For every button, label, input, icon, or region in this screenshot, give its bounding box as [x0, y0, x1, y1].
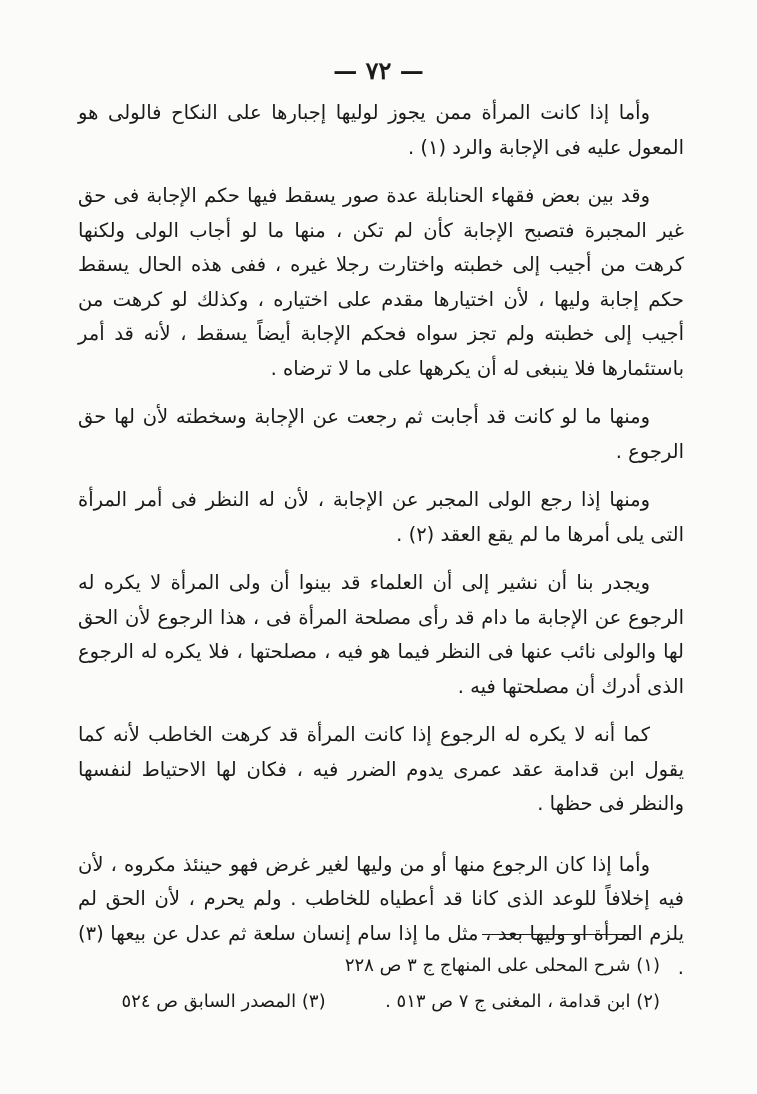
paragraph-5: ويجدر بنا أن نشير إلى أن العلماء قد بينوا أن ولى المرأة لا يكره له الرجوع عن الإجابة ما دام قد رأى مصلحة المرأة فى ، هذا الرجوع لأن الحق لها والولى نائب عنها فى النظر فيما هو فيه ، مصلحتها ، فلا يكره له الرجوع الذى أدرك أن مصلحتها فيه .: [78, 571, 684, 698]
footnote-line-1: [100, 948, 660, 984]
footnote-1: (١) شرح المحلى على المنهاج ج ٣ ص ٢٢٨: [344, 955, 660, 976]
footnote-line-2: [100, 984, 660, 1020]
paragraph-4: ومنها إذا رجع الولى المجبر عن الإجابة ، لأن له النظر فى أمر المرأة التى يلى أمرها ما لم يقع العقد (٢) .: [78, 488, 684, 546]
paragraph-2: وقد بين بعض فقهاء الحنابلة عدة صور يسقط فيها حكم الإجابة فى حق غير المجبرة فتصبح الإجابة كأن لم تكن ، منها ما لو أجاب الولى ولكنها كرهت من أجيب إلى خطبته واختارت رجلا غيره ، ففى هذه الحال يسقط حكم إجابة وليها ، لأن اختيارها مقدم على اختياره ، وكذلك لو كرهت من أجيب إلى خطبته ولم تجز سواه فحكم الإجابة أيضاً يسقط ، لأنه قد أمر باستئمارها فلا ينبغى له أن يكرهها على ما لا ترضاه .: [78, 184, 684, 380]
footnote-3: (٣) المصدر السابق ص ٥٢٤: [121, 991, 326, 1012]
paragraph-1: وأما إذا كانت المرأة ممن يجوز لوليها إجبارها على النكاح فالولى هو المعول عليه فى الإجابة والرد (١) .: [78, 101, 684, 159]
paragraph-3: ومنها ما لو كانت قد أجابت ثم رجعت عن الإجابة وسخطته لأن لها حق الرجوع .: [78, 405, 684, 463]
footnote-2: (٢) ابن قدامة ، المغنى ج ٧ ص ٥١٣ .: [385, 991, 660, 1012]
paragraph-6: كما أنه لا يكره له الرجوع إذا كانت المرأة قد كرهت الخاطب لأنه كما يقول ابن قدامة عقد عمرى يدوم الضرر فيه ، فكان لها الاحتياط لنفسها والنظر فى حظها .: [78, 723, 684, 815]
paragraph-7: وأما إذا كان الرجوع منها أو من وليها لغير غرض فهو حينئذ مكروه ، لأن فيه إخلافاً للوعد الذى كانا قد أعطياه للخاطب . ولم يحرم ، لأن الحق لم يلزم المرأة او وليها بعد ، مثل ما إذا سام إنسان سلعة ثم عدل عن بيعها (٣) .: [78, 852, 684, 979]
main-text: [78, 96, 684, 986]
page-number: — ٧٢ —: [333, 56, 424, 85]
footnote-divider: [482, 934, 634, 935]
footnotes: [100, 948, 660, 1020]
